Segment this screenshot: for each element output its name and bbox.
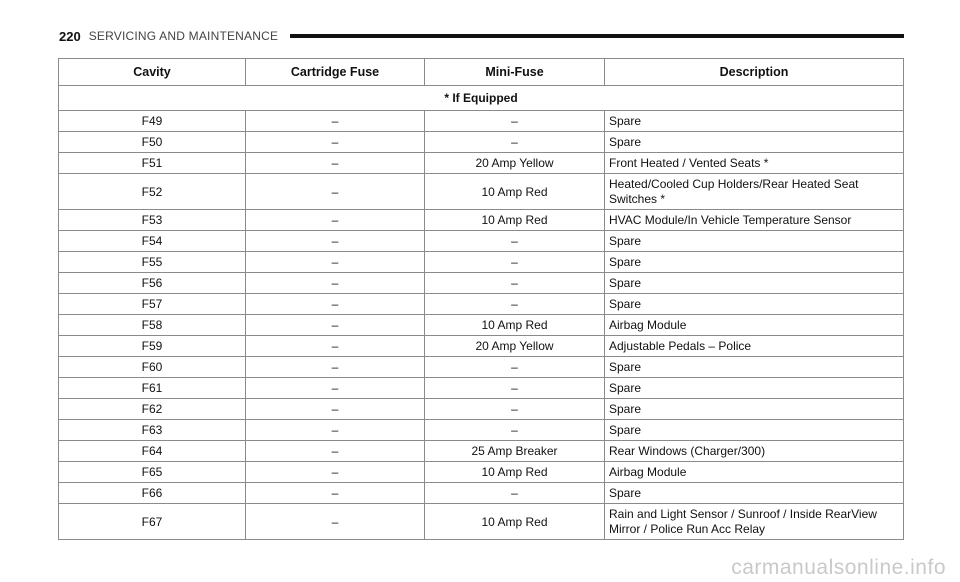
fuse-table [58,58,904,540]
cartridge-fuse-cell: – [246,504,425,540]
cavity-cell: F50 [59,132,246,153]
table-header-row [59,59,904,86]
cartridge-fuse-cell: – [246,294,425,315]
table-row [59,420,904,441]
cavity-cell: F63 [59,420,246,441]
cartridge-fuse-cell: – [246,231,425,252]
mini-fuse-cell: – [425,378,605,399]
description-cell: Front Heated / Vented Seats * [605,153,904,174]
mini-fuse-cell: 20 Amp Yellow [425,153,605,174]
description-cell: HVAC Module/In Vehicle Temperature Sensor [605,210,904,231]
cavity-cell: F60 [59,357,246,378]
table-row [59,252,904,273]
page-header [59,26,904,46]
column-header-mini-fuse: Mini-Fuse [425,59,605,86]
table-row [59,357,904,378]
cartridge-fuse-cell: – [246,153,425,174]
cavity-cell: F67 [59,504,246,540]
table-row [59,132,904,153]
description-cell: Rear Windows (Charger/300) [605,441,904,462]
cavity-cell: F58 [59,315,246,336]
table-row [59,504,904,540]
table-row [59,153,904,174]
table-row [59,378,904,399]
mini-fuse-cell: – [425,294,605,315]
description-cell: Spare [605,231,904,252]
cavity-cell: F61 [59,378,246,399]
cartridge-fuse-cell: – [246,132,425,153]
page-number: 220 [59,28,81,44]
cavity-cell: F59 [59,336,246,357]
mini-fuse-cell: 10 Amp Red [425,315,605,336]
cavity-cell: F66 [59,483,246,504]
mini-fuse-cell: – [425,273,605,294]
table-row [59,315,904,336]
cartridge-fuse-cell: – [246,420,425,441]
cavity-cell: F57 [59,294,246,315]
cartridge-fuse-cell: – [246,441,425,462]
table-row [59,174,904,210]
description-cell: Spare [605,252,904,273]
mini-fuse-cell: – [425,357,605,378]
table-row [59,462,904,483]
table-row [59,231,904,252]
description-cell: Spare [605,273,904,294]
table-row [59,399,904,420]
cavity-cell: F53 [59,210,246,231]
section-title: SERVICING AND MAINTENANCE [88,29,279,43]
description-cell: Rain and Light Sensor / Sunroof / Inside RearView Mirror / Police Run Acc Relay [605,504,904,540]
table-row [59,483,904,504]
description-cell: Spare [605,132,904,153]
description-cell: Airbag Module [605,315,904,336]
cartridge-fuse-cell: – [246,336,425,357]
cavity-cell: F52 [59,174,246,210]
mini-fuse-cell: – [425,111,605,132]
mini-fuse-cell: 20 Amp Yellow [425,336,605,357]
cartridge-fuse-cell: – [246,399,425,420]
description-cell: Spare [605,294,904,315]
cavity-cell: F51 [59,153,246,174]
description-cell: Adjustable Pedals – Police [605,336,904,357]
mini-fuse-cell: 10 Amp Red [425,210,605,231]
equipped-note: * If Equipped [59,86,904,111]
mini-fuse-cell: 10 Amp Red [425,174,605,210]
table-row [59,294,904,315]
watermark-text: carmanualsonline.info [731,556,946,579]
mini-fuse-cell: – [425,483,605,504]
table-row [59,273,904,294]
mini-fuse-cell: – [425,231,605,252]
table-row [59,441,904,462]
cartridge-fuse-cell: – [246,462,425,483]
column-header-cavity: Cavity [59,59,246,86]
table-row [59,336,904,357]
cavity-cell: F54 [59,231,246,252]
description-cell: Spare [605,111,904,132]
description-cell: Spare [605,357,904,378]
description-cell: Airbag Module [605,462,904,483]
cartridge-fuse-cell: – [246,210,425,231]
table-row [59,111,904,132]
mini-fuse-cell: – [425,252,605,273]
mini-fuse-cell: – [425,132,605,153]
header-rule [290,34,904,38]
description-cell: Spare [605,399,904,420]
cartridge-fuse-cell: – [246,483,425,504]
equipped-note-row [59,86,904,111]
mini-fuse-cell: – [425,399,605,420]
mini-fuse-cell: 10 Amp Red [425,462,605,483]
description-cell: Spare [605,420,904,441]
mini-fuse-cell: – [425,420,605,441]
mini-fuse-cell: 10 Amp Red [425,504,605,540]
cartridge-fuse-cell: – [246,252,425,273]
cavity-cell: F62 [59,399,246,420]
mini-fuse-cell: 25 Amp Breaker [425,441,605,462]
table-row [59,210,904,231]
column-header-cartridge-fuse: Cartridge Fuse [246,59,425,86]
description-cell: Spare [605,483,904,504]
description-cell: Heated/Cooled Cup Holders/Rear Heated Seat Switches * [605,174,904,210]
cartridge-fuse-cell: – [246,378,425,399]
description-cell: Spare [605,378,904,399]
cavity-cell: F65 [59,462,246,483]
cavity-cell: F56 [59,273,246,294]
cavity-cell: F64 [59,441,246,462]
cartridge-fuse-cell: – [246,111,425,132]
cartridge-fuse-cell: – [246,174,425,210]
cartridge-fuse-cell: – [246,357,425,378]
cartridge-fuse-cell: – [246,273,425,294]
cartridge-fuse-cell: – [246,315,425,336]
cavity-cell: F55 [59,252,246,273]
column-header-description: Description [605,59,904,86]
cavity-cell: F49 [59,111,246,132]
